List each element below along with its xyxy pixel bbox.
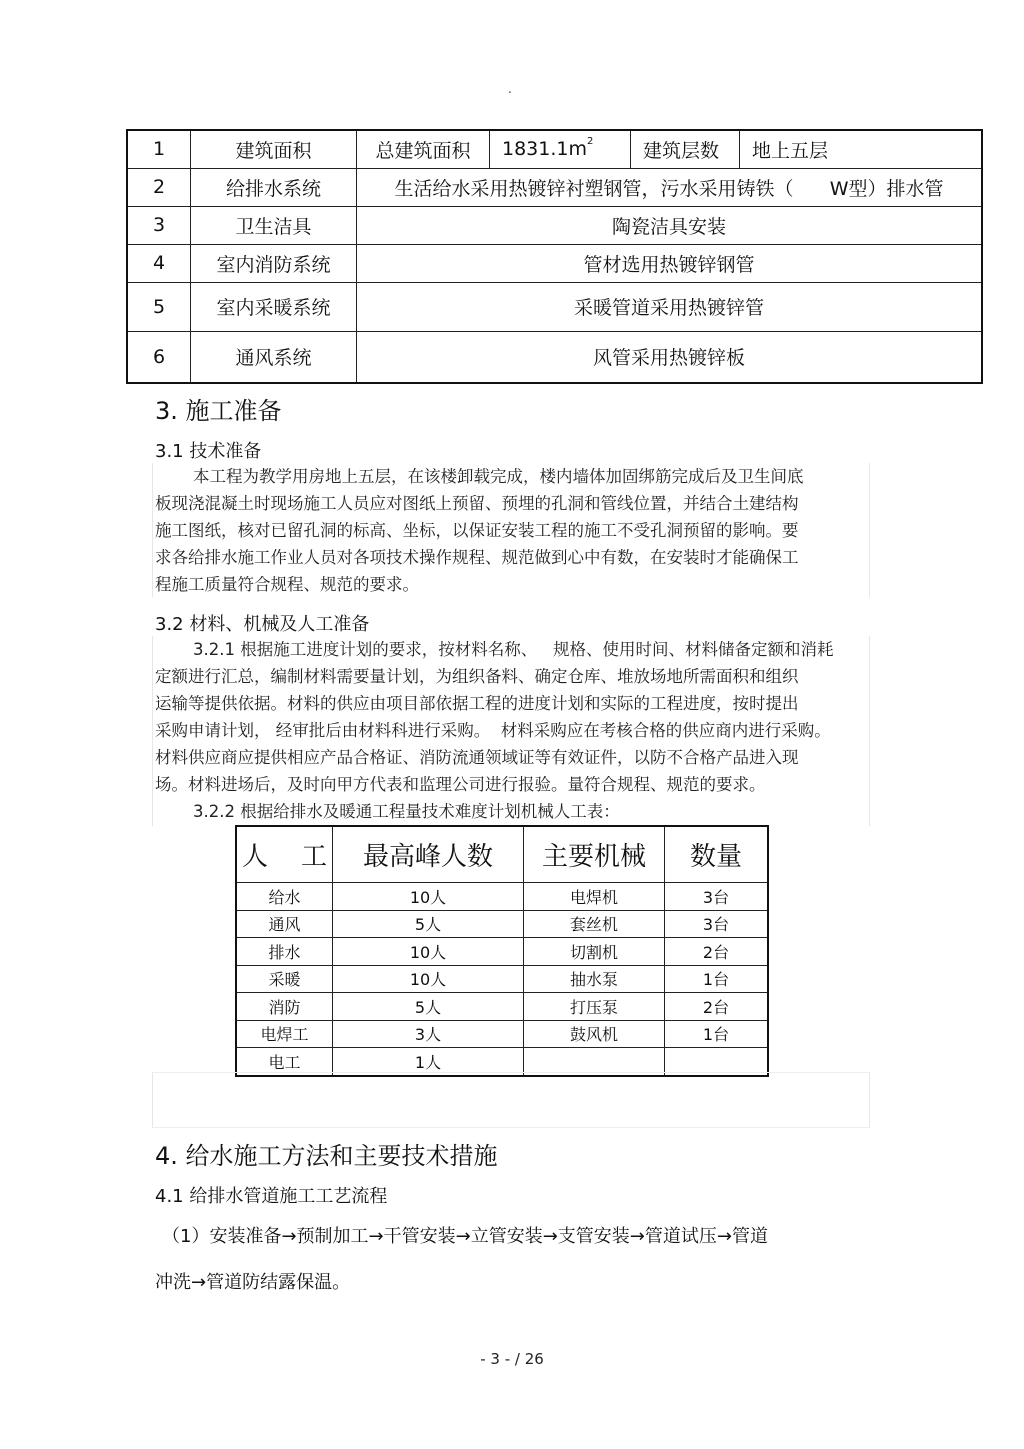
table-cell: 电焊工 (236, 1020, 333, 1048)
flow-line: （1）安装准备→预制加工→干管安装→立管安装→支管安装→管道试压→管道 (162, 1226, 768, 1247)
para-line: 材料供应商应提供相应产品合格证、消防流通领域证等有效证件，以防不合格产品进入现 (155, 748, 799, 767)
row-number: 2 (127, 168, 191, 206)
para-line: 场。材料进场后，及时向甲方代表和监理公司进行报验。量符合规程、规范的要求。 (155, 775, 766, 794)
section-4-1-heading: 4.1 给排水管道施工工艺流程 (155, 1186, 388, 1207)
row-desc: 管材选用热镀锌钢管 (357, 244, 983, 282)
section-3-2-heading: 3.2 材料、机械及人工准备 (155, 614, 370, 635)
table-cell: 电工 (236, 1048, 333, 1076)
row-number: 4 (127, 244, 191, 282)
table-row (127, 244, 982, 282)
para-line: 本工程为教学用房地上五层，在该楼卸载完成，楼内墙体加固绑筋完成后及卫生间底 (193, 467, 804, 486)
row-desc: 采暖管道采用热镀锌管 (357, 282, 983, 331)
table-row (127, 168, 982, 206)
cell: 总建筑面积 (357, 130, 490, 168)
cell: 地上五层 (740, 130, 983, 168)
table-cell: 2台 (665, 993, 769, 1021)
table-row (236, 965, 768, 993)
section-3-heading: 3. 施工准备 (155, 397, 282, 425)
table-cell: 10人 (333, 883, 524, 911)
row-number: 6 (127, 331, 191, 383)
row-number: 5 (127, 282, 191, 331)
table-cell: 5人 (333, 993, 524, 1021)
table-cell: 切割机 (524, 938, 665, 966)
table-cell: 3台 (665, 883, 769, 911)
column-header: 主要机械 (524, 826, 665, 883)
table-row (127, 282, 982, 331)
labor-machine-table (235, 825, 769, 1077)
flow-line: 冲洗→管道防结露保温。 (155, 1272, 351, 1293)
table-cell: 抽水泵 (524, 965, 665, 993)
table-cell: 3人 (333, 1020, 524, 1048)
row-name: 给排水系统 (191, 168, 357, 206)
table-cell: 10人 (333, 965, 524, 993)
table-cell: 套丝机 (524, 910, 665, 938)
table-cell: 2台 (665, 938, 769, 966)
table-row (236, 1020, 768, 1048)
table-cell: 排水 (236, 938, 333, 966)
row-desc: 陶瓷洁具安装 (357, 206, 983, 244)
table-row (236, 883, 768, 911)
table-row (236, 938, 768, 966)
cell-area: $1831.1m^2$ (490, 130, 631, 168)
table-cell: 给水 (236, 883, 333, 911)
para-line: 采购申请计划， 经审批后由材料科进行采购。 材料采购应在考核合格的供应商内进行采购。 (155, 721, 831, 740)
table-cell: 消防 (236, 993, 333, 1021)
column-header: 人 工 (236, 826, 333, 883)
row-name: 建筑面积 (191, 130, 357, 168)
table-cell: 1人 (333, 1048, 524, 1076)
table-row (236, 993, 768, 1021)
para-line: 求各给排水施工作业人员对各项技术操作规程、规范做到心中有数，在安装时才能确保工 (155, 548, 799, 567)
table-cell: 采暖 (236, 965, 333, 993)
column-header: 最高峰人数 (333, 826, 524, 883)
para-line: 3.2.1 根据施工进度计划的要求，按材料名称、 规格、使用时间、材料储备定额和消耗 (193, 640, 834, 659)
table-cell: 打压泵 (524, 993, 665, 1021)
table-row (127, 130, 982, 168)
table-row (127, 331, 982, 383)
table-cell: 1台 (665, 965, 769, 993)
row-number: 1 (127, 130, 191, 168)
section-3-1-heading: 3.1 技术准备 (155, 441, 262, 462)
column-header: 数量 (665, 826, 769, 883)
para-line: 3.2.2 根据给排水及暖通工程量技术难度计划机械人工表： (193, 802, 620, 821)
para-line: 运输等提供依据。材料的供应由项目部依据工程的进度计划和实际的工程进度，按时提出 (155, 694, 799, 713)
table-cell: 5人 (333, 910, 524, 938)
row-name: 卫生洁具 (191, 206, 357, 244)
table-cell: 通风 (236, 910, 333, 938)
table-cell: 10人 (333, 938, 524, 966)
top-dot: . (508, 82, 512, 96)
table-row (236, 910, 768, 938)
para-line: 定额进行汇总，编制材料需要量计划，为组织备料、确定仓库、堆放场地所需面积和组织 (155, 667, 799, 686)
table-cell: 电焊机 (524, 883, 665, 911)
table-row (127, 206, 982, 244)
row-number: 3 (127, 206, 191, 244)
row-desc: 生活给水采用热镀锌衬塑钢管，污水采用铸铁（ W型）排水管 (357, 168, 983, 206)
row-name: 室内采暖系统 (191, 282, 357, 331)
para-line: 施工图纸，核对已留孔洞的标高、坐标，以保证安装工程的施工不受孔洞预留的影响。要 (155, 521, 799, 540)
blank-frame (152, 1072, 870, 1128)
para-line: 程施工质量符合规程、规范的要求。 (155, 575, 419, 594)
table-cell: 1台 (665, 1020, 769, 1048)
row-name: 通风系统 (191, 331, 357, 383)
para-line: 板现浇混凝土时现场施工人员应对图纸上预留、预埋的孔洞和管线位置，并结合土建结构 (155, 494, 799, 513)
cell: 建筑层数 (631, 130, 740, 168)
section-4-heading: 4. 给水施工方法和主要技术措施 (155, 1142, 498, 1170)
overview-table (126, 129, 983, 384)
row-desc: 风管采用热镀锌板 (357, 331, 983, 383)
page-number: - 3 - / 26 (480, 1350, 544, 1368)
table-cell: 3台 (665, 910, 769, 938)
table-cell: 鼓风机 (524, 1020, 665, 1048)
row-name: 室内消防系统 (191, 244, 357, 282)
table-header-row (236, 826, 768, 883)
